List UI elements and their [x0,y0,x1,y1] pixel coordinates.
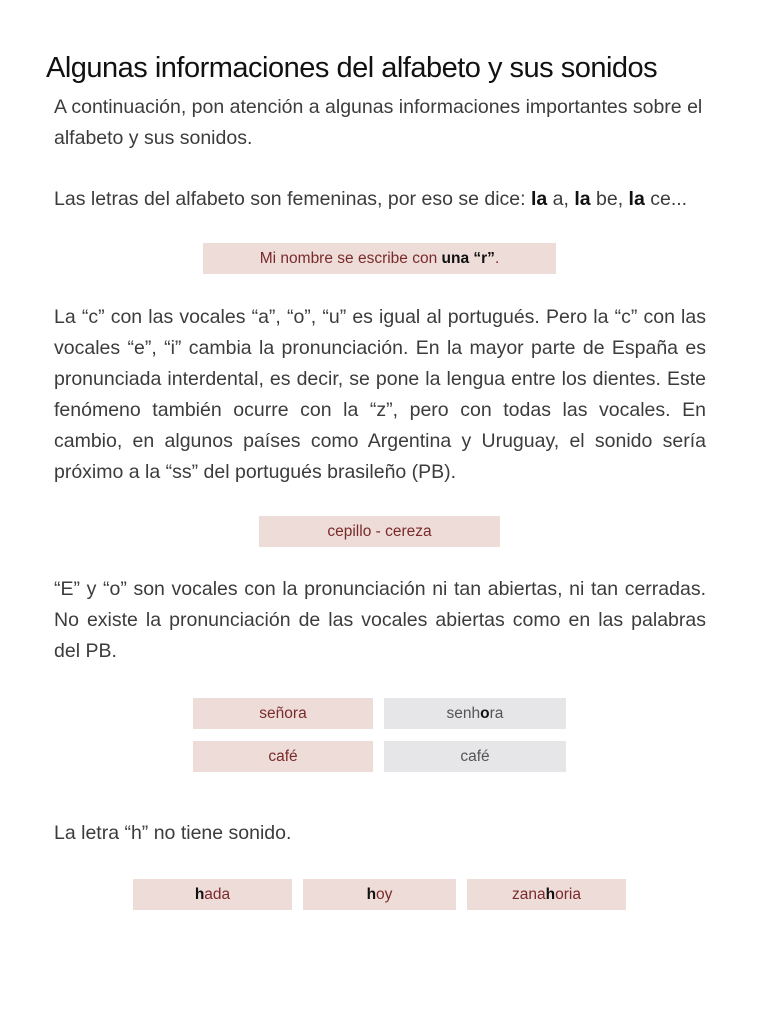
example-box-hoy [303,879,456,910]
page-title: Algunas informaciones del alfabeto y sus sonidos [46,52,658,84]
letters-sentence [54,184,714,215]
letter-a: a, [547,188,575,210]
senhora-bold: o [480,704,490,722]
example-box-hada [133,879,292,910]
intro-paragraph: A continuación, pon atención a algunas informaciones importantes sobre el alfabeto y sus sonidos. [54,96,703,149]
word-bold-h: h [366,885,377,903]
senhora-part: senh [446,704,481,722]
example-box-senora: señora [193,698,373,729]
h-sentence: La letra “h” no tiene sonido. [54,822,292,844]
box-name-prefix: Mi nombre se escribe con [259,249,438,267]
example-box-zanahoria [467,879,626,910]
c-paragraph: La “c” con las vocales “a”, “o”, “u” es igual al portugués. Pero la “c” con las vocales “e”, “i” cambia la pronunciación. En la mayor parte de España es pronunciada interdental, es decir, se pone la lengua entre los dientes. Este fenómeno también ocurre con la “z”, pero con todas las vocales. En cambio, en algunos países como Argentina y Uruguay, el sonido sería próximo a la “ss” del portugués brasileño (PB). [54,306,706,483]
word-part: zana [512,885,546,903]
vowels-paragraph: “E” y “o” son vocales con la pronunciación ni tan abiertas, ni tan cerradas. No existe la pronunciación de las vocales abiertas como en las palabras del PB. [54,578,706,662]
example-box-name [203,243,556,274]
word-part: ada [204,885,231,903]
letter-be: be, [590,188,629,210]
letter-ce: ce... [644,188,688,210]
letters-prefix: Las letras del alfabeto son femeninas, por eso se dice: [54,188,531,210]
bold-la: la [530,188,548,210]
example-box-senhora [384,698,566,729]
word-part: oria [555,885,581,903]
bold-la: la [574,188,591,210]
example-box-cepillo: cepillo - cereza [259,516,500,547]
example-box-cafe-es: café [193,741,373,772]
box-name-bold: una “r” [441,249,495,267]
example-box-cafe-pt: café [384,741,566,772]
senhora-part: ra [489,704,504,722]
bold-la: la [628,188,645,210]
box-name-suffix: . [494,249,500,267]
word-bold-h: h [545,885,556,903]
word-part: oy [376,885,393,903]
word-bold-h: h [194,885,205,903]
